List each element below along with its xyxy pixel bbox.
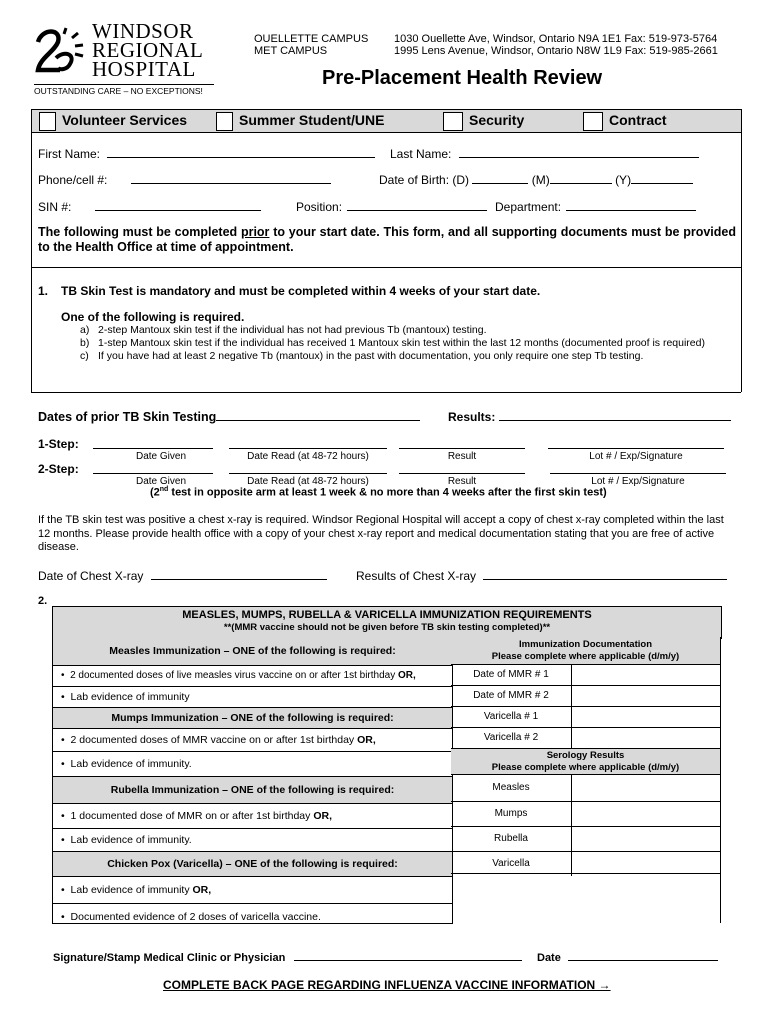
immunization-title: MEASLES, MUMPS, RUBELLA & VARICELLA IMMUNIZATION REQUIREMENTS [182,609,592,621]
immunization-title-block [52,606,722,639]
mumps-heading: Mumps Immunization – ONE of the following is required: [53,708,452,729]
notice-prior: prior [240,225,270,239]
chicken-pox-heading: Chicken Pox (Varicella) – ONE of the following is required: [53,852,452,877]
requirements-column [52,637,453,924]
sero-row-rubella: Rubella [451,827,720,852]
step2-caption-date-read: Date Read (at 48-72 hours) [247,476,369,487]
step1-date-given-field[interactable] [93,437,213,449]
logo-tagline: OUTSTANDING CARE – NO EXCEPTIONS! [34,86,203,96]
logo-mark-icon [34,24,90,76]
doc-row-mmr2: Date of MMR # 2 [451,686,720,707]
checkbox-volunteer[interactable] [39,112,56,131]
first-name-field[interactable] [107,146,375,158]
step2-caption-lot: Lot # / Exp/Signature [591,476,685,487]
sin-label: SIN #: [38,200,72,214]
section1-subheading: One of the following is required. [61,310,245,324]
mumps-req-2: • Lab evidence of immunity. [53,752,452,777]
dob-year-field[interactable] [631,172,693,184]
rubella-req-2: • Lab evidence of immunity. [53,829,452,852]
sero-measles-field[interactable] [572,775,720,801]
sero-mumps-field[interactable] [572,802,720,826]
xray-results-field[interactable] [483,568,727,580]
campus-ouellette: OUELLETTE CAMPUS [254,33,369,45]
checkbox-summer-student[interactable] [216,112,233,131]
doc-row-mmr1: Date of MMR # 1 [451,665,720,686]
category-summer-student[interactable]: Summer Student/UNE [216,112,384,131]
doc-varicella2-field[interactable] [572,728,720,748]
date-label: Date [537,952,561,964]
immunization-subtitle: **(MMR vaccine should not be given before TB skin testing completed)** [223,622,551,633]
xray-date-label: Date of Chest X-ray [38,569,144,583]
category-security[interactable]: Security [443,112,524,131]
section2-number: 2. [38,595,48,607]
position-label: Position: [296,200,343,214]
rubella-heading: Rubella Immunization – ONE of the following is required: [53,777,452,804]
department-field[interactable] [566,199,696,211]
step2-date-given-field[interactable] [93,462,213,474]
doc-mmr1-field[interactable] [572,665,720,685]
section1-heading: TB Skin Test is mandatory and must be completed within 4 weeks of your start date. [61,284,541,298]
completion-notice: The following must be completed prior to your start date. This form, and all supporting documents must be provided to the Health Office at time of appointment. [38,225,736,254]
category-volunteer[interactable]: Volunteer Services [39,112,187,131]
last-name-label: Last Name: [390,147,452,161]
sero-rubella-field[interactable] [572,827,720,851]
hospital-logo [34,19,224,100]
phone-field[interactable] [131,172,331,184]
chicken-pox-req-2: • Documented evidence of 2 doses of varicella vaccine. [61,911,321,923]
xray-instructions: If the TB skin test was positive a chest x-ray is required. Windsor Regional Hospital will accept a copy of chest x-ray completed within the last 12 months. Please provide health office with a copy of your chest x-ray report and medical documentation stating that you are free of active disease. [38,514,724,553]
measles-req-2: • Lab evidence of immunity [53,687,452,708]
sin-field[interactable] [95,199,261,211]
step1-lot-field[interactable] [548,437,724,449]
prior-tb-field[interactable] [216,408,420,421]
phone-label: Phone/cell #: [38,173,108,187]
dob-day-field[interactable] [472,172,528,184]
address-ouellette: 1030 Ouellette Ave, Windsor, Ontario N9A 1E1 Fax: 519-973-5764 [394,33,718,45]
signature-label: Signature/Stamp Medical Clinic or Physician [53,952,286,964]
step1-caption-result: Result [447,451,477,462]
department-label: Department: [495,200,562,214]
second-test-note: (2nd test in opposite arm at least 1 week & no more than 4 weeks after the first skin test) [150,486,607,499]
dob-label: Date of Birth: (D) [379,173,470,187]
section1-number: 1. [38,284,49,298]
step1-result-field[interactable] [399,437,525,449]
position-field[interactable] [347,199,487,211]
step2-caption-date-given: Date Given [135,476,187,487]
checkbox-security[interactable] [443,112,463,131]
documentation-heading: Immunization Documentation Please complete where applicable (d/m/y) [451,637,720,665]
step2-label: 2-Step [38,462,75,476]
tb-results-label: Results: [448,410,496,424]
step1-caption-date-read: Date Read (at 48-72 hours) [247,451,369,462]
step1-caption-date-given: Date Given [135,451,187,462]
tb-option-a: a) 2-step Mantoux skin test if the individual has not had previous Tb (mantoux) testing. [80,324,487,336]
logo-text-hospital: HOSPITAL [92,57,196,81]
back-page-note: COMPLETE BACK PAGE REGARDING INFLUENZA VACCINE INFORMATION → [163,978,611,992]
doc-mmr2-field[interactable] [572,686,720,706]
logo-text-windsor: WINDSOR [92,19,194,43]
category-bar [31,109,742,133]
sero-row-measles: Measles [451,775,720,802]
tb-option-b: b) 1-step Mantoux skin test if the individual has received 1 Mantoux skin test within the last 12 months (documented proof is required) [80,337,705,349]
xray-date-field[interactable] [151,568,327,580]
mumps-req-1: • 2 documented doses of MMR vaccine on or after 1st birthday OR, [53,729,452,752]
documentation-column [451,637,721,874]
dob-year-label: (Y) [615,173,632,187]
sero-varicella-field[interactable] [572,852,720,876]
first-name-label: First Name: [38,147,101,161]
doc-row-varicella1: Varicella # 1 [451,707,720,728]
address-met: 1995 Lens Avenue, Windsor, Ontario N8W 1L9 Fax: 519-985-2661 [394,45,718,57]
date-field[interactable] [568,949,718,961]
step2-result-field[interactable] [399,462,525,474]
tb-results-field[interactable] [499,409,731,421]
serology-heading: Serology Results Please complete where applicable (d/m/y) [451,749,720,775]
step1-label: 1-Step [38,437,75,451]
dob-month-field[interactable] [550,172,612,184]
page-title: Pre-Placement Health Review [322,67,603,89]
tb-option-c: c) If you have had at least 2 negative Tb (mantoux) in the past with documentation, you only require one step Tb testing. [80,350,644,362]
chicken-pox-req-1: • Lab evidence of immunity OR, [53,877,452,904]
sero-row-varicella: Varicella [451,852,720,876]
step2-caption-result: Result [447,476,477,487]
xray-results-label: Results of Chest X-ray [356,569,477,583]
rubella-req-1: • 1 documented dose of MMR on or after 1st birthday OR, [53,804,452,829]
doc-row-varicella2: Varicella # 2 [451,728,720,749]
step2-date-read-field[interactable] [229,462,387,474]
last-name-field[interactable] [459,146,699,158]
step1-date-read-field[interactable] [229,437,387,449]
dob-month-label: (M) [531,173,550,187]
step2-lot-field[interactable] [550,462,726,474]
sero-row-mumps: Mumps [451,802,720,827]
step1-caption-lot: Lot # / Exp/Signature [589,451,683,462]
measles-heading: Measles Immunization – ONE of the following is required: [53,637,452,666]
checkbox-contract[interactable] [583,112,603,131]
campus-met: MET CAMPUS [254,45,328,57]
category-contract[interactable]: Contract [583,112,667,131]
logo-text-regional: REGIONAL [92,38,204,62]
signature-field[interactable] [294,949,522,961]
measles-req-1: • 2 documented doses of live measles virus vaccine on or after 1st birthday OR, [53,666,452,687]
doc-varicella1-field[interactable] [572,707,720,727]
prior-tb-label: Dates of prior TB Skin Testing [38,410,217,424]
